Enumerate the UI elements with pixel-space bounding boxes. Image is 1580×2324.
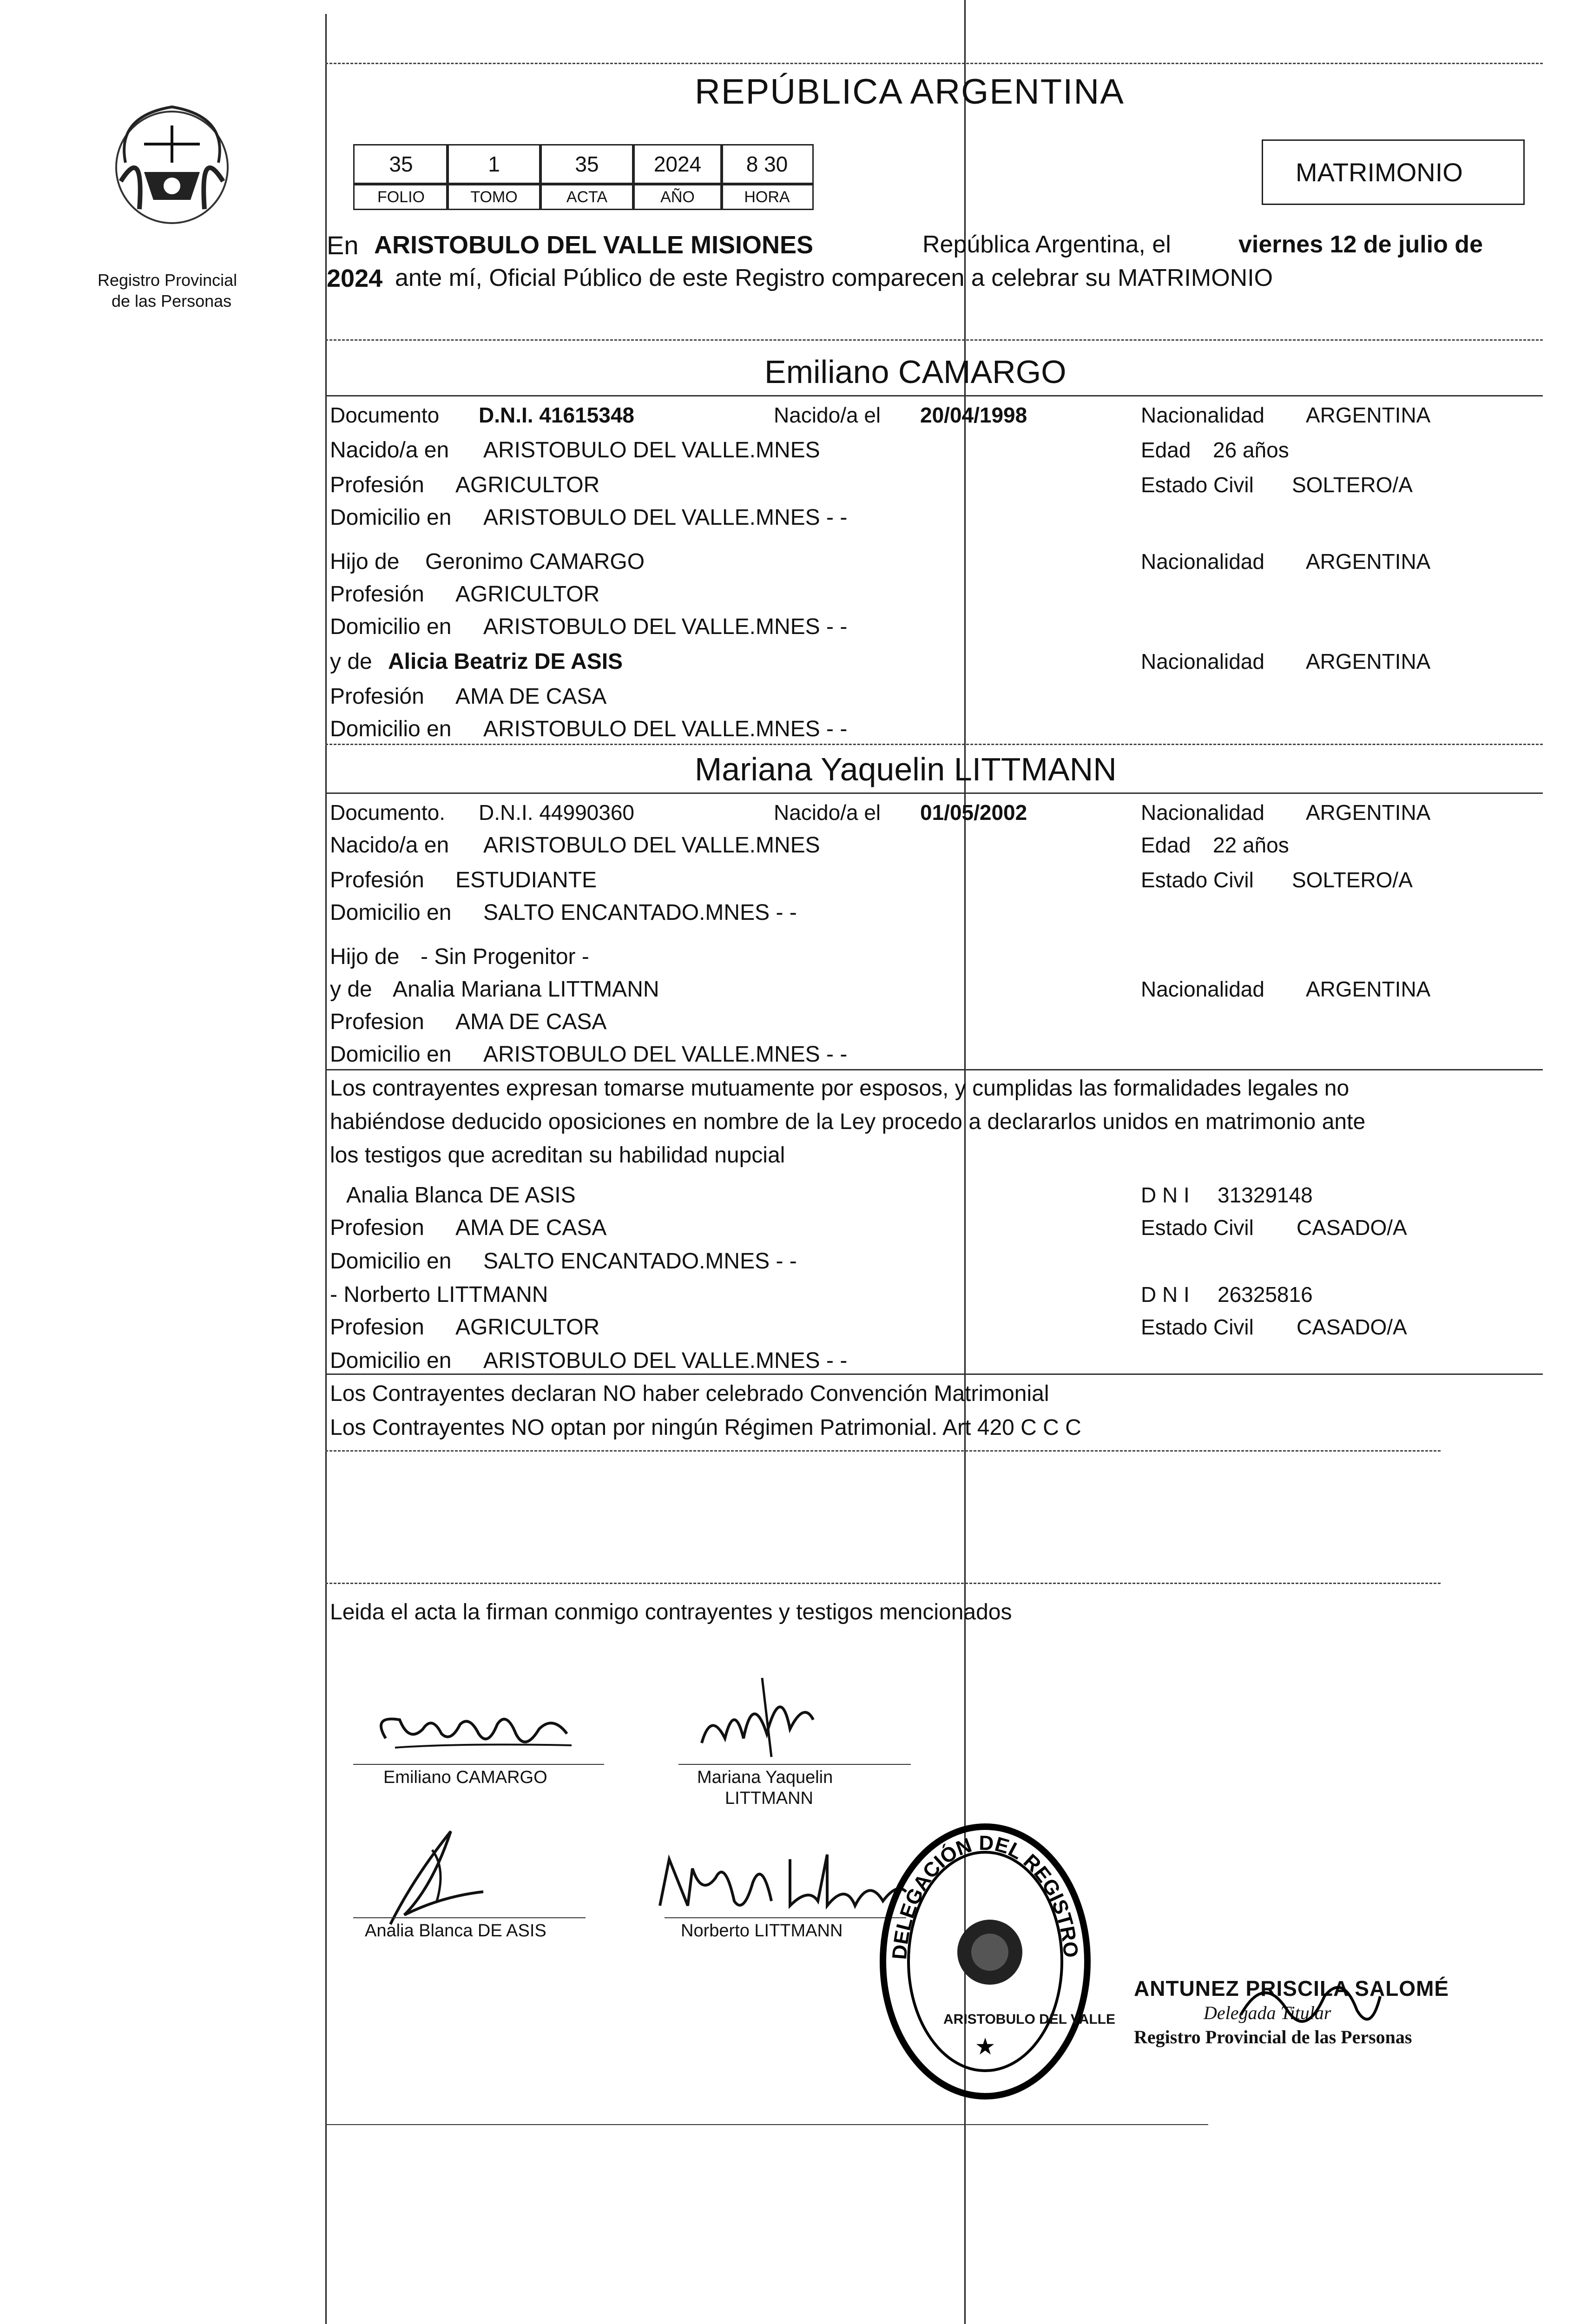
record-year-label: AÑO: [632, 184, 723, 210]
spouse2-civil: SOLTERO/A: [1292, 868, 1413, 892]
spouse1-father-dom: ARISTOBULO DEL VALLE.MNES - -: [483, 614, 848, 639]
intro-separator: [325, 339, 1543, 341]
official-office: Registro Provincial de las Personas: [1134, 2027, 1412, 2047]
spouse2-born: 01/05/2002: [920, 800, 1027, 825]
spouse2-mother-nat: ARGENTINA: [1306, 977, 1431, 1001]
act-type-label: MATRIMONIO: [1296, 158, 1463, 187]
spouse1-father-nat-label: Nacionalidad: [1141, 549, 1264, 574]
record-year-value: 2024: [632, 144, 723, 184]
record-acta-value: 35: [539, 144, 635, 184]
coat-of-arms-icon: [88, 88, 256, 228]
signature-label-3: Analia Blanca DE ASIS: [365, 1921, 546, 1941]
witness1-prof: AMA DE CASA: [455, 1215, 607, 1240]
witness1-dni: 31329148: [1218, 1183, 1313, 1207]
signature-analia: [376, 1822, 497, 1934]
spouse1-father-prof-label: Profesión: [330, 582, 424, 607]
witness1-name: Analia Blanca DE ASIS: [346, 1183, 576, 1208]
witness1-prof-label: Profesion: [330, 1215, 424, 1240]
signature-emiliano: [367, 1687, 581, 1766]
spouse1-doc-label: Documento: [330, 403, 440, 427]
spouse1-age-label: Edad: [1141, 438, 1191, 462]
witness1-dom-label: Domicilio en: [330, 1249, 452, 1274]
spouse2-name: Mariana Yaquelin LITTMANN: [695, 751, 1117, 787]
official-name: ANTUNEZ PRISCILA SALOMÉ: [1134, 1976, 1449, 2000]
spouse2-age-label: Edad: [1141, 833, 1191, 857]
closing-separator: [325, 1583, 1441, 1584]
spouse1-mother-prof: AMA DE CASA: [455, 684, 607, 709]
svg-text:★: ★: [974, 2033, 996, 2060]
intro-date: viernes 12 de julio de: [1238, 231, 1483, 258]
spouse2-born-label: Nacido/a el: [774, 800, 881, 825]
record-hour-value: 8 30: [720, 144, 814, 184]
signature-label-4: Norberto LITTMANN: [681, 1921, 843, 1941]
witness1-civil: CASADO/A: [1297, 1215, 1407, 1240]
spouse1-dom: ARISTOBULO DEL VALLE.MNES - -: [483, 505, 848, 530]
signature-line-3: [353, 1917, 586, 1918]
spouse2-dom: SALTO ENCANTADO.MNES - -: [483, 900, 797, 925]
witness2-prof: AGRICULTOR: [455, 1315, 600, 1340]
official-stamp: [1134, 1978, 1487, 2071]
record-folio-value: 35: [353, 144, 449, 184]
witness-separator: [325, 1373, 1543, 1375]
intro-prefix: En: [327, 231, 359, 260]
spouse2-mother-prof-label: Profesion: [330, 1010, 424, 1034]
spouse2-civil-label: Estado Civil: [1141, 868, 1254, 892]
closing-text: Leida el acta la firman conmigo contrayentes y testigos mencionados: [330, 1600, 1012, 1624]
spouse1-nat-label: Nacionalidad: [1141, 403, 1264, 427]
witness2-dni-label: D N I: [1141, 1282, 1190, 1307]
spouse2-birthplace-label: Nacido/a en: [330, 833, 449, 858]
spouse1-dom-label: Domicilio en: [330, 505, 452, 530]
seal-ring-text: DELEGACIÓN DEL REGISTRO: [888, 1831, 1082, 1961]
spouse2-dom-label: Domicilio en: [330, 900, 452, 925]
emblem-caption-2: de las Personas: [112, 291, 232, 310]
official-title: Delegada Titular: [1204, 2002, 1331, 2023]
spouse2-doc-label: Documento.: [330, 800, 446, 825]
record-hour-label: HORA: [720, 184, 814, 210]
witness2-civil: CASADO/A: [1297, 1315, 1407, 1339]
spouse2-mother-label: y de: [330, 977, 372, 1002]
spouse1-birthplace: ARISTOBULO DEL VALLE.MNES: [483, 438, 820, 462]
spouse2-mother-nat-label: Nacionalidad: [1141, 977, 1264, 1001]
witness2-dni: 26325816: [1218, 1282, 1313, 1307]
note-regime: Los Contrayentes NO optan por ningún Régimen Patrimonial. Art 420 C C C: [330, 1415, 1081, 1440]
left-margin-line: [325, 14, 327, 2324]
spouse1-doc: D.N.I. 41615348: [479, 403, 635, 427]
seal-center-text: ARISTOBULO DEL VALLE: [943, 2012, 1116, 2027]
witness2-dom: ARISTOBULO DEL VALLE.MNES - -: [483, 1348, 848, 1373]
spouse2-mother-prof: AMA DE CASA: [455, 1010, 607, 1034]
signature-line-4: [665, 1917, 906, 1918]
intro-place: ARISTOBULO DEL VALLE MISIONES: [374, 231, 814, 259]
signature-line-1: [353, 1764, 604, 1765]
country-title: REPÚBLICA ARGENTINA: [695, 72, 1125, 112]
signature-norberto: [651, 1841, 911, 1924]
signature-line-2: [678, 1764, 911, 1765]
spouse1-name: Emiliano CAMARGO: [764, 354, 1066, 390]
note-convention: Los Contrayentes declaran NO haber celebrado Convención Matrimonial: [330, 1381, 1049, 1406]
witness2-prof-label: Profesion: [330, 1315, 424, 1340]
spouse1-mother-label: y de: [330, 649, 372, 674]
witness2-dom-label: Domicilio en: [330, 1348, 452, 1373]
notes-separator: [325, 1450, 1441, 1452]
signature-label-2a: Mariana Yaquelin: [697, 1768, 833, 1787]
record-tomo-value: 1: [446, 144, 542, 184]
spouse1-mother: Alicia Beatriz DE ASIS: [388, 649, 623, 674]
signature-mariana: [692, 1673, 823, 1766]
intro-mid: República Argentina, el: [922, 231, 1171, 258]
spouse2-mother-dom: ARISTOBULO DEL VALLE.MNES - -: [483, 1042, 848, 1067]
spouse1-father-prof: AGRICULTOR: [455, 582, 600, 607]
spouse2-mother: Analia Mariana LITTMANN: [393, 977, 659, 1002]
intro-year: 2024: [327, 264, 383, 292]
spouse1-separator: [325, 744, 1543, 745]
provincial-emblem: [88, 88, 256, 310]
seal-icon: [874, 1813, 1097, 2101]
top-border-line: [325, 63, 1543, 64]
spouse2-name-underline: [325, 792, 1543, 794]
spouse1-name-underline: [325, 395, 1543, 396]
spouse2-nat-label: Nacionalidad: [1141, 800, 1264, 825]
record-folio-label: FOLIO: [353, 184, 449, 210]
witness2-civil-label: Estado Civil: [1141, 1315, 1254, 1339]
spouse1-mother-dom-label: Domicilio en: [330, 717, 452, 741]
spouse1-mother-prof-label: Profesión: [330, 684, 424, 709]
intro-rest: ante mí, Oficial Público de este Registro comparecen a celebrar su MATRIMONIO: [395, 264, 1273, 291]
spouse1-mother-dom: ARISTOBULO DEL VALLE.MNES - -: [483, 717, 848, 741]
official-signature-scribble: [1236, 1968, 1385, 2047]
spouse1-father-dom-label: Domicilio en: [330, 614, 452, 639]
declaration-line1: Los contrayentes expresan tomarse mutuamente por esposos, y cumplidas las formalidades legales no: [330, 1076, 1350, 1101]
act-type-box: [1262, 139, 1525, 205]
spouse1-prof: AGRICULTOR: [455, 473, 600, 497]
bottom-border-line: [325, 2124, 1208, 2125]
spouse1-born-label: Nacido/a el: [774, 403, 881, 427]
spouse1-father-label: Hijo de: [330, 549, 400, 574]
witness1-dom: SALTO ENCANTADO.MNES - -: [483, 1249, 797, 1274]
spouse2-nat: ARGENTINA: [1306, 800, 1431, 825]
spouse1-mother-nat-label: Nacionalidad: [1141, 649, 1264, 673]
record-acta-label: ACTA: [539, 184, 635, 210]
spouse1-birthplace-label: Nacido/a en: [330, 438, 449, 462]
spouse1-civil: SOLTERO/A: [1292, 473, 1413, 497]
declaration-line2: habiéndose deducido oposiciones en nombre de la Ley procedo a declararlos unidos en matrimonio ante: [330, 1109, 1366, 1134]
spouse2-father: - Sin Progenitor -: [421, 944, 589, 969]
spouse2-prof-label: Profesión: [330, 868, 424, 892]
record-table: [353, 144, 813, 214]
spouse2-mother-dom-label: Domicilio en: [330, 1042, 452, 1067]
spouse1-civil-label: Estado Civil: [1141, 473, 1254, 497]
spouse1-mother-nat: ARGENTINA: [1306, 649, 1431, 673]
declaration-line3: los testigos que acreditan su habilidad nupcial: [330, 1143, 785, 1168]
spouse2-father-label: Hijo de: [330, 944, 400, 969]
emblem-caption-1: Registro Provincial: [98, 271, 237, 290]
spouse2-birthplace: ARISTOBULO DEL VALLE.MNES: [483, 833, 820, 858]
witness1-dni-label: D N I: [1141, 1183, 1190, 1207]
witness2-name: - Norberto LITTMANN: [330, 1282, 548, 1307]
spouse2-prof: ESTUDIANTE: [455, 868, 597, 892]
witness1-civil-label: Estado Civil: [1141, 1215, 1254, 1240]
record-tomo-label: TOMO: [446, 184, 542, 210]
spouse1-father-nat: ARGENTINA: [1306, 549, 1431, 574]
spouse2-age: 22 años: [1213, 833, 1289, 857]
signature-label-2b: LITTMANN: [725, 1789, 813, 1808]
spouse1-born: 20/04/1998: [920, 403, 1027, 427]
signature-label-1: Emiliano CAMARGO: [383, 1768, 547, 1787]
spouse1-nat: ARGENTINA: [1306, 403, 1431, 427]
spouse1-father: Geronimo CAMARGO: [425, 549, 645, 574]
spouse2-separator: [325, 1069, 1543, 1070]
spouse1-age: 26 años: [1213, 438, 1289, 462]
spouse1-prof-label: Profesión: [330, 473, 424, 497]
official-seal: [874, 1813, 1116, 2101]
spouse2-doc: D.N.I. 44990360: [479, 800, 635, 825]
